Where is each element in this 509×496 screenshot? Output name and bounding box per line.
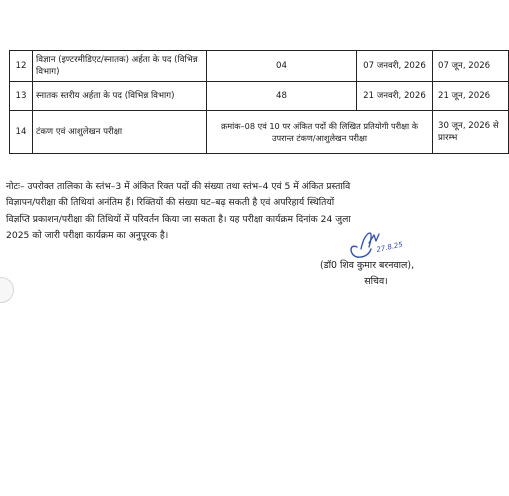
signature-date: 27.8.25	[375, 240, 404, 254]
signatory-designation: सचिव।	[364, 276, 388, 287]
vacancy-note: क्रमांक–08 एवं 10 पर अंकित पदों की लिखित प्रतियोगी परीक्षा के उपरान्त टंकण/आशुलेखन परीक्षा	[207, 111, 433, 154]
signatory-block	[312, 258, 422, 290]
vacancy-count: 48	[207, 82, 357, 111]
table-row	[10, 82, 509, 111]
note-line: 2025 को जारी परीक्षा कार्यक्रम का अनुपूरक है।	[6, 230, 169, 242]
serial-number: 12	[10, 51, 33, 82]
note-line: विज्ञप्ति प्रकाशन/परीक्षा की तिथियों में परिवर्तन किया जा सकता है। यह परीक्षा कार्यक्रम दिनांक 24 जुला	[6, 213, 351, 225]
exam-date: 07 जनवरी, 2026	[357, 51, 433, 82]
exam-date: 21 जनवरी, 2026	[357, 82, 433, 111]
signatory-name: (डॉ0 शिव कुमार बरनवाल),	[319, 260, 415, 271]
post-name: टंकण एवं आशुलेखन परीक्षा	[33, 111, 207, 154]
result-date: 21 जून, 2026	[433, 82, 509, 111]
table-row	[10, 111, 509, 154]
exam-schedule-table	[9, 50, 509, 154]
result-date: 30 जून, 2026 से प्रारम्भ	[433, 111, 509, 154]
post-name: स्नातक स्तरीय अर्हता के पद (विभिन्न विभाग)	[33, 82, 207, 111]
post-name: विज्ञान (इण्टरमीडिएट/स्नातक) अर्हता के पद (विभिन्न विभाग)	[33, 51, 207, 82]
serial-number: 14	[10, 111, 33, 154]
result-date: 07 जून, 2026	[433, 51, 509, 82]
table-row	[10, 51, 509, 82]
vacancy-count: 04	[207, 51, 357, 82]
note-line: विज्ञापन/परीक्षा की तिथियां अनंतिम हैं। रिक्तियों की संख्या घट–बढ़ सकती है एवं अपरिहार्य स्थितियों	[6, 197, 335, 209]
serial-number: 13	[10, 82, 33, 111]
note-line: नोटः– उपरोक्त तालिका के स्तंभ–3 में अंकित रिक्त पदों की संख्या तथा स्तंभ–4 एवं 5 में अंकित प्रस्तावि	[6, 181, 351, 192]
previous-page-button[interactable]	[0, 277, 14, 303]
